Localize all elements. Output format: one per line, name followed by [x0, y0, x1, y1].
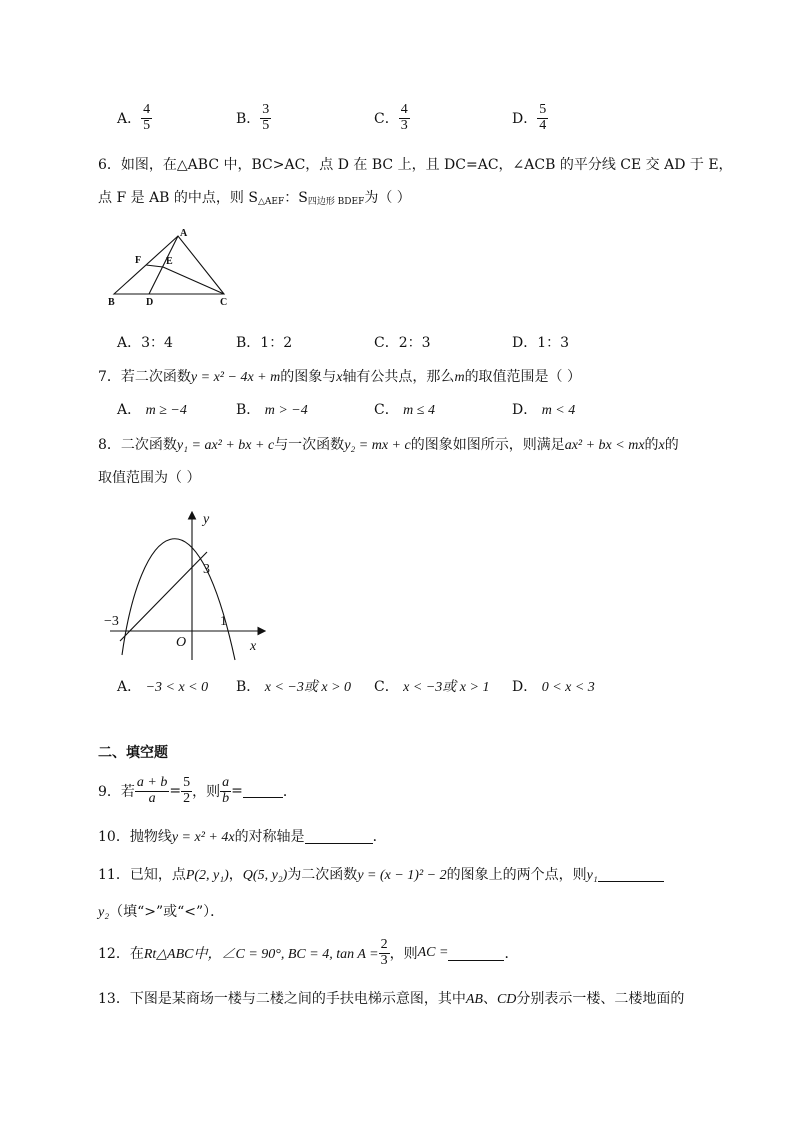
q7-var-x: x	[336, 370, 343, 385]
q6-stem-line1: 6．如图，在△ABC 中，BC>AC，点 D 在 BC 上，且 DC=AC，∠ACB 的平分线 CE 交 AD 于 E，	[98, 157, 733, 173]
q11-text: 为二次函数	[287, 867, 358, 883]
q10-function: y = x² + 4x	[171, 830, 235, 845]
label-b: B	[108, 297, 115, 308]
q6-triangle-figure	[104, 226, 234, 308]
q6-option-b: B．1：2	[236, 335, 293, 351]
q9-equals: =	[169, 783, 182, 800]
numerator: a	[222, 775, 230, 790]
q8-stem-line2: 取值范围为（ ）	[98, 470, 201, 486]
label-y: y	[203, 512, 210, 527]
q7-option-c	[374, 399, 435, 419]
q6-option-c: C．2：3	[374, 335, 431, 351]
fraction	[141, 103, 152, 133]
numerator: 4	[400, 102, 408, 117]
q13-ab: AB	[465, 992, 483, 1007]
q8-option-c	[374, 676, 489, 696]
q11-text: ，	[228, 867, 243, 883]
option-expr: m > −4	[264, 403, 308, 418]
q6-text: ：S	[284, 190, 308, 206]
q11-text: 的图象上的两个点，则	[446, 867, 587, 883]
q12-condition: Rt△ABC中，∠C = 90°, BC = 4, tan A =	[143, 947, 379, 963]
label-x: x	[250, 639, 257, 654]
q8-text: 的	[664, 437, 679, 453]
label-one: 1	[220, 614, 227, 629]
q7-text: 的取值范围是（ ）	[464, 369, 582, 385]
fraction	[379, 938, 390, 968]
q7-var-m: m	[454, 370, 465, 385]
q8-text: 8．二次函数	[98, 437, 177, 453]
fraction	[135, 776, 169, 806]
option-letter: B．	[236, 111, 261, 128]
q11-y1: y₁	[586, 868, 598, 883]
q11-stem-line2	[98, 901, 224, 921]
option-expr: 0 < x < 3	[541, 680, 595, 695]
q12-answer-blank[interactable]	[448, 946, 504, 961]
denominator: 2	[183, 790, 191, 806]
denominator: b	[222, 790, 230, 806]
section-title-fill-in: 二、填空题	[98, 745, 168, 761]
segment-ad	[149, 236, 178, 294]
denominator: 3	[400, 117, 408, 133]
label-c: C	[220, 297, 228, 308]
q8-quadratic: y₁ = ax² + bx + c	[176, 438, 275, 453]
q8-text: 与一次函数	[274, 437, 345, 453]
q12-text: ，则	[389, 946, 418, 963]
denominator: 5	[262, 117, 270, 133]
option-letter: C．	[374, 111, 399, 128]
q8-option-b	[236, 676, 351, 696]
q13-stem	[98, 988, 684, 1008]
q12-ac: AC =	[417, 945, 449, 961]
q10-stem	[98, 826, 387, 846]
q9-text: ．	[282, 784, 297, 801]
q13-text: 、	[482, 991, 497, 1007]
q7-text: 的图象与	[280, 369, 337, 385]
segment-fe	[146, 265, 163, 267]
numerator: 5	[183, 775, 191, 790]
q11-point-p: P(2, y₁)	[185, 868, 229, 883]
q10-text: 10．抛物线	[98, 829, 172, 845]
label-origin: O	[176, 635, 187, 650]
option-letter: D．	[512, 402, 538, 418]
q5-option-d	[512, 103, 548, 133]
line-y2	[120, 552, 207, 641]
option-letter: A．	[117, 111, 142, 128]
q7-stem	[98, 366, 581, 386]
q9-stem	[98, 776, 297, 806]
q8-option-a	[117, 676, 208, 696]
option-expr: x < −3或 x > 1	[403, 680, 490, 695]
q8-function-graph	[100, 505, 270, 665]
numerator: 4	[143, 102, 151, 117]
q7-text: 轴有公共点，那么	[342, 369, 455, 385]
label-a: A	[180, 228, 188, 239]
q11-text: （填“>”或“<”）．	[109, 904, 225, 920]
q12-text: ．	[504, 946, 519, 963]
option-expr: −3 < x < 0	[145, 680, 209, 695]
q13-cd: CD	[496, 992, 517, 1007]
q9-text: 9．若	[98, 784, 135, 801]
option-letter: C．	[374, 402, 399, 418]
option-letter: C．	[374, 679, 399, 695]
q6-option-a: A．3：4	[117, 335, 173, 351]
numerator: 3	[262, 102, 270, 117]
q12-stem	[98, 938, 518, 968]
fraction	[220, 776, 231, 806]
q6-stem-line2	[98, 187, 411, 207]
label-e: E	[166, 256, 173, 267]
denominator: a	[148, 790, 156, 806]
segment-ce	[163, 267, 224, 294]
q11-point-q: Q(5, y₂)	[242, 868, 288, 883]
q13-text: 13．下图是某商场一楼与二楼之间的手扶电梯示意图，其中	[98, 991, 466, 1007]
option-expr: m ≥ −4	[145, 403, 187, 418]
q9-equals: =	[231, 783, 243, 800]
q12-text: 12．在	[98, 946, 144, 963]
label-three: 3	[203, 562, 210, 577]
q10-text: ．	[372, 829, 387, 845]
q8-var-x: x	[658, 438, 665, 453]
q5-option-b	[236, 103, 271, 133]
fraction	[537, 103, 548, 133]
label-d: D	[146, 297, 154, 308]
numerator: 5	[539, 102, 547, 117]
q8-linear: y₂ = mx + c	[344, 438, 411, 453]
q10-answer-blank[interactable]	[305, 829, 373, 844]
q11-y2: y₂	[98, 905, 110, 920]
q7-option-d	[512, 399, 575, 419]
fraction	[181, 776, 192, 806]
denominator: 3	[380, 952, 388, 968]
fraction	[399, 103, 410, 133]
fraction	[260, 103, 271, 133]
q7-text: 7．若二次函数	[98, 369, 191, 385]
option-letter: B．	[236, 402, 261, 418]
q10-text: 的对称轴是	[234, 829, 305, 845]
numerator: 2	[380, 937, 388, 952]
q8-text: 的	[644, 437, 659, 453]
q11-text: 11．已知，点	[98, 867, 186, 883]
q7-function: y = x² − 4x + m	[190, 370, 281, 385]
option-letter: A．	[117, 402, 142, 418]
option-expr: m < 4	[541, 403, 576, 418]
q11-answer-blank[interactable]	[598, 867, 664, 882]
q8-text: 的图象如图所示，则满足	[410, 437, 565, 453]
q11-function: y = (x − 1)² − 2	[357, 868, 447, 883]
q6-option-d: D．1：3	[512, 335, 570, 351]
q8-option-d	[512, 676, 595, 696]
q13-text: 分别表示一楼、二楼地面的	[516, 991, 685, 1007]
option-expr: x < −3或 x > 0	[264, 680, 352, 695]
q5-option-c	[374, 103, 410, 133]
q8-inequality: ax² + bx < mx	[564, 438, 645, 453]
q7-option-a	[117, 399, 187, 419]
option-expr: m ≤ 4	[403, 403, 435, 418]
q11-stem-line1	[98, 864, 664, 884]
q6-subscript-bdef: 四边形 BDEF	[307, 197, 365, 207]
q6-subscript-aef: △AEF	[257, 197, 285, 207]
denominator: 5	[143, 117, 151, 133]
q8-stem-line1	[98, 434, 679, 454]
q6-text: 为（ ）	[364, 190, 411, 206]
q9-answer-blank[interactable]	[243, 783, 283, 798]
q6-text: 点 F 是 AB 的中点，则 S	[98, 190, 258, 206]
q7-option-b	[236, 399, 308, 419]
label-neg3: −3	[104, 614, 119, 629]
option-letter: D．	[512, 679, 538, 695]
option-letter: B．	[236, 679, 261, 695]
label-f: F	[135, 255, 142, 266]
option-letter: D．	[512, 111, 538, 128]
denominator: 4	[539, 117, 547, 133]
numerator: a + b	[136, 775, 168, 790]
option-letter: A．	[117, 679, 142, 695]
q9-text: ，则	[192, 784, 221, 801]
q5-option-a	[117, 103, 152, 133]
